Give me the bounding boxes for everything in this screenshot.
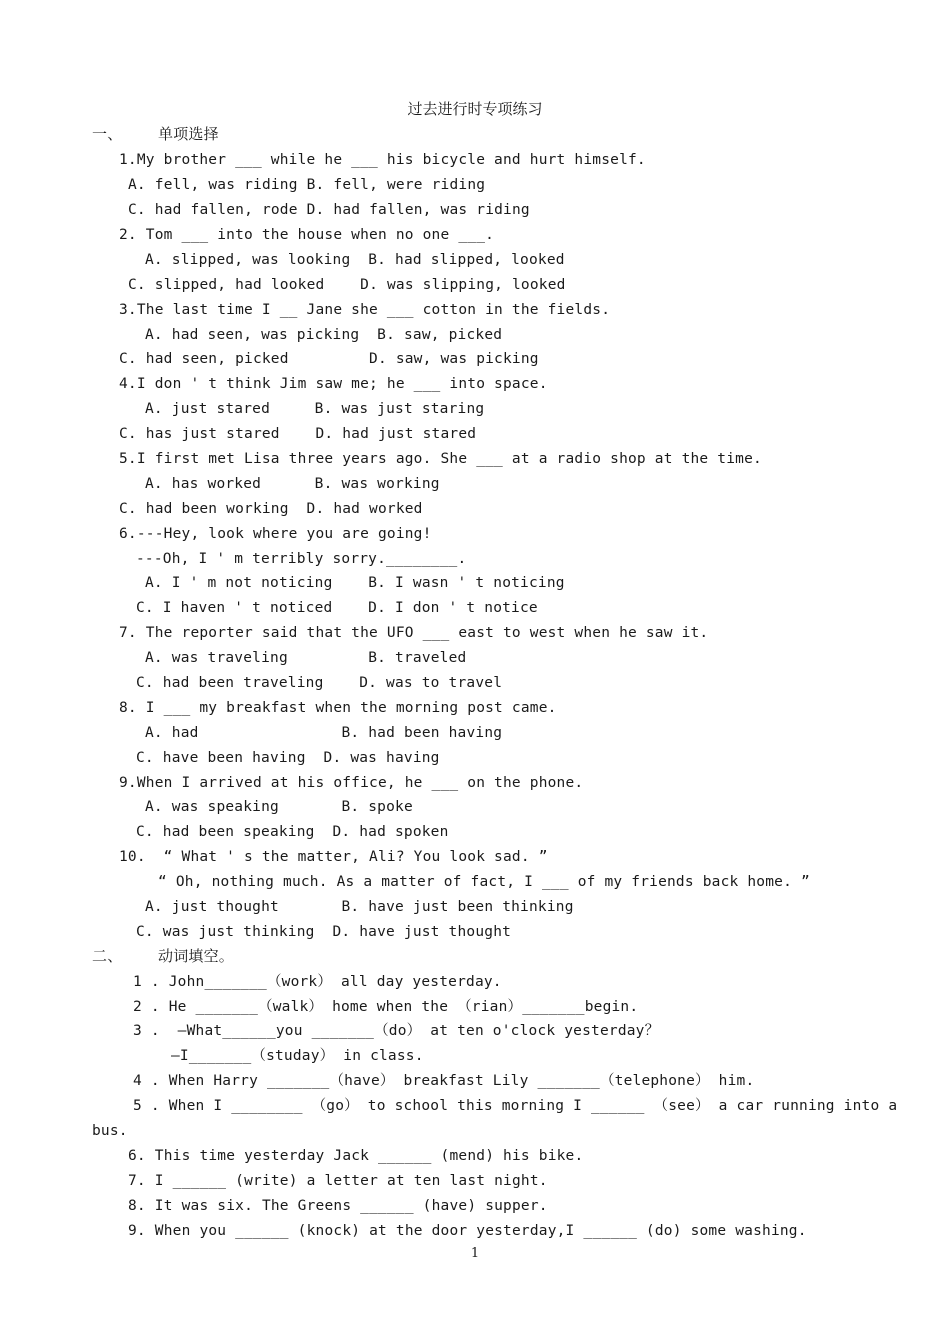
- question-line: “ Oh, nothing much. As a matter of fact, I ___ of my friends back home. ”: [158, 874, 810, 890]
- fill-in-line: 2 . He _______（walk） home when the （rian）_______begin.: [133, 999, 639, 1015]
- question-line: 2. Tom ___ into the house when no one ___.: [119, 227, 495, 243]
- fill-in-line: bus.: [92, 1123, 128, 1139]
- option-line: A. I ' m not noticing B. I wasn ' t noticing: [145, 575, 565, 591]
- question-line: 1.My brother ___ while he ___ his bicycle and hurt himself.: [119, 152, 646, 168]
- option-line: C. I haven ' t noticed D. I don ' t notice: [136, 600, 538, 616]
- option-line: A. was traveling B. traveled: [145, 650, 467, 666]
- question-line: 4.I don ' t think Jim saw me; he ___ into space.: [119, 376, 548, 392]
- question-line: 7. The reporter said that the UFO ___ east to west when he saw it.: [119, 625, 709, 641]
- page-number: 1: [470, 1246, 480, 1261]
- option-line: C. had been traveling D. was to travel: [136, 675, 503, 691]
- option-line: A. just stared B. was just staring: [145, 401, 485, 417]
- section-1-heading: 单项选择: [158, 125, 219, 143]
- question-line: 8. I ___ my breakfast when the morning post came.: [119, 700, 557, 716]
- fill-in-line: 5 . When I ________ （go） to school this morning I ______ （see） a car running into a: [133, 1098, 898, 1114]
- option-line: C. had been working D. had worked: [119, 501, 423, 517]
- question-line: 3.The last time I __ Jane she ___ cotton in the fields.: [119, 302, 611, 318]
- option-line: C. have been having D. was having: [136, 750, 440, 766]
- fill-in-line: 1 . John_______（work） all day yesterday.: [133, 974, 502, 990]
- question-line: 9.When I arrived at his office, he ___ on the phone.: [119, 775, 584, 791]
- section-2-number: 二、: [92, 947, 123, 965]
- option-line: A. slipped, was looking B. had slipped, looked: [145, 252, 565, 268]
- option-line: A. had B. had been having: [145, 725, 503, 741]
- fill-in-line: 4 . When Harry _______（have） breakfast Lily _______（telephone） him.: [133, 1073, 755, 1089]
- option-line: A. was speaking B. spoke: [145, 799, 413, 815]
- fill-in-line: —I_______（studay） in class.: [171, 1048, 424, 1064]
- option-line: C. has just stared D. had just stared: [119, 426, 477, 442]
- option-line: C. had fallen, rode D. had fallen, was riding: [128, 202, 530, 218]
- section-1-number: 一、: [92, 125, 123, 143]
- fill-in-line: 3 . —What______you _______（do） at ten o'clock yesterday？: [133, 1023, 660, 1039]
- option-line: C. had been speaking D. had spoken: [136, 824, 449, 840]
- page-title: 过去进行时专项练习: [407, 100, 543, 118]
- fill-in-line: 9. When you ______ (knock) at the door yesterday,I ______ (do) some washing.: [128, 1223, 807, 1239]
- question-line: 6.---Hey, look where you are going!: [119, 526, 432, 542]
- fill-in-line: 7. I ______ (write) a letter at ten last night.: [128, 1173, 548, 1189]
- option-line: C. was just thinking D. have just thought: [136, 924, 512, 940]
- question-line: 5.I first met Lisa three years ago. She ___ at a radio shop at the time.: [119, 451, 762, 467]
- question-line: 10. “ What ' s the matter, Ali? You look sad. ”: [119, 849, 548, 865]
- option-line: C. slipped, had looked D. was slipping, looked: [128, 277, 566, 293]
- option-line: A. has worked B. was working: [145, 476, 440, 492]
- fill-in-line: 6. This time yesterday Jack ______ (mend) his bike.: [128, 1148, 584, 1164]
- option-line: C. had seen, picked D. saw, was picking: [119, 351, 539, 367]
- option-line: A. fell, was riding B. fell, were riding: [128, 177, 486, 193]
- question-line: ---Oh, I ' m terribly sorry.________.: [136, 551, 467, 567]
- section-2-heading: 动词填空。: [158, 947, 235, 965]
- option-line: A. had seen, was picking B. saw, picked: [145, 327, 503, 343]
- fill-in-line: 8. It was six. The Greens ______ (have) supper.: [128, 1198, 548, 1214]
- option-line: A. just thought B. have just been thinking: [145, 899, 574, 915]
